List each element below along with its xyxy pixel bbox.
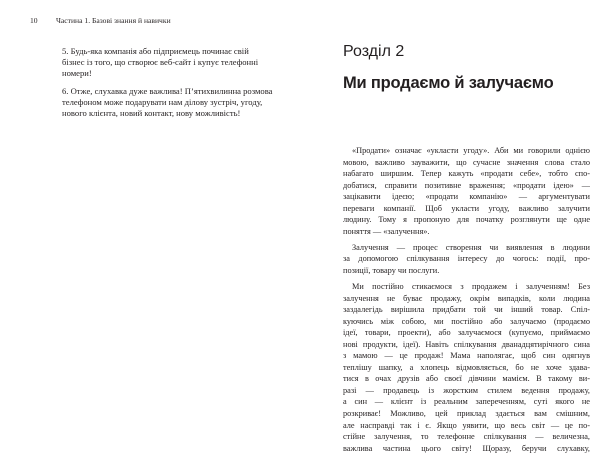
chapter-label: Розділ 2 bbox=[343, 43, 405, 60]
text-line: стійне залучення, то телефонне спілкування — величезна, bbox=[343, 432, 590, 442]
text-line: разі — продавець із жорстким стилем ведення продажу, bbox=[343, 385, 590, 395]
list-item-line: телефоном може подарувати нам ділову зустріч, угоду, bbox=[62, 96, 263, 107]
text-line: за допомогою спілкування інтересу до чогось: події, про- bbox=[343, 254, 590, 264]
running-head bbox=[30, 16, 171, 25]
text-line: нові продукти, ідеї). Навіть спілкування дванадцятирічного сина bbox=[343, 339, 590, 349]
paragraph-3 bbox=[343, 281, 590, 454]
chapter-title: Ми продаємо й залучаємо bbox=[343, 74, 554, 92]
text-line: тися в очах друзів або своєї дівчини мамієм. В такому ви- bbox=[343, 374, 590, 384]
text-line: Залучення — процес створення чи виявлення в людини bbox=[352, 242, 590, 252]
text-line: «Продати» означає «укласти угоду». Аби ми говорили однією bbox=[352, 146, 590, 155]
paragraph-1 bbox=[343, 145, 590, 237]
text-line: розкриває! Можливо, цей приклад здається вам смішним, bbox=[343, 409, 590, 419]
body-text bbox=[343, 145, 590, 454]
text-line: Ми постійно стикаємося з продажем і залученням! Без bbox=[352, 282, 590, 292]
list-item-line: 5. Будь-яка компанія або підприємець починає свій bbox=[62, 46, 249, 56]
list-item bbox=[62, 46, 288, 80]
text-line: теплішу шапку, а хлопець відмовляється, бо не хоче здава- bbox=[343, 362, 590, 372]
list-item bbox=[62, 86, 288, 120]
text-line: зацікавити ідеєю; «продати компанію» — аргументувати bbox=[343, 192, 590, 202]
text-line: залучення не буває продажу, окрім випадків, коли людина bbox=[343, 293, 590, 303]
text-line: заздалегідь вирішила придбати той чи інший товар. Спіл- bbox=[343, 305, 590, 315]
text-line: людину. Тому я пропоную для початку розглянути ще одне bbox=[343, 215, 590, 225]
right-page bbox=[300, 0, 600, 453]
running-head-title: Частина 1. Базові знання й навички bbox=[56, 16, 171, 25]
text-line: поняття — «залучення». bbox=[343, 226, 430, 236]
list-item-line: нового клієнта, новий контакт, нову можливість! bbox=[62, 108, 241, 119]
text-line: набагато ширшим. Тепер кажуть «продати себе», тобто спо- bbox=[343, 169, 590, 179]
left-page bbox=[0, 0, 300, 441]
numbered-list bbox=[62, 46, 288, 125]
text-line: мовою, важливо зауважити, що сучасне значення слова стало bbox=[343, 157, 590, 167]
text-line: але насправді так і є. Якщо уявити, що весь світ — це по- bbox=[343, 420, 590, 430]
paragraph-2 bbox=[343, 242, 590, 277]
text-line: важлива частина цього світу! Щоразу, беручи слухавку, bbox=[343, 443, 590, 453]
text-line: позиції, товару чи послуги. bbox=[343, 265, 440, 275]
text-line: з мамою — це продаж! Мама наполягає, щоб син одягнув bbox=[343, 351, 590, 361]
list-item-line: бізнес із того, що створює веб-сайт і купує телефонні bbox=[62, 57, 259, 68]
text-line: добатися, справити позитивне враження; «продати ідею» — bbox=[343, 180, 590, 190]
list-item-line: 6. Отже, слухавка дуже важлива! П’ятихвилинна розмова bbox=[62, 85, 273, 96]
page-number: 10 bbox=[30, 16, 38, 25]
list-item-line: номери! bbox=[62, 68, 92, 79]
text-line: куючись між собою, ми постійно або залучаємо (продаємо bbox=[343, 316, 590, 326]
text-line: ідеї, товари, проекти), або залучаємося (купуємо, приймаємо bbox=[343, 328, 590, 338]
text-line: переваги компанії. Щоб укласти угоду, важливо залучити bbox=[343, 203, 590, 213]
text-line: а син — клієнт із реальним запереченням, суті якого не bbox=[343, 397, 590, 407]
